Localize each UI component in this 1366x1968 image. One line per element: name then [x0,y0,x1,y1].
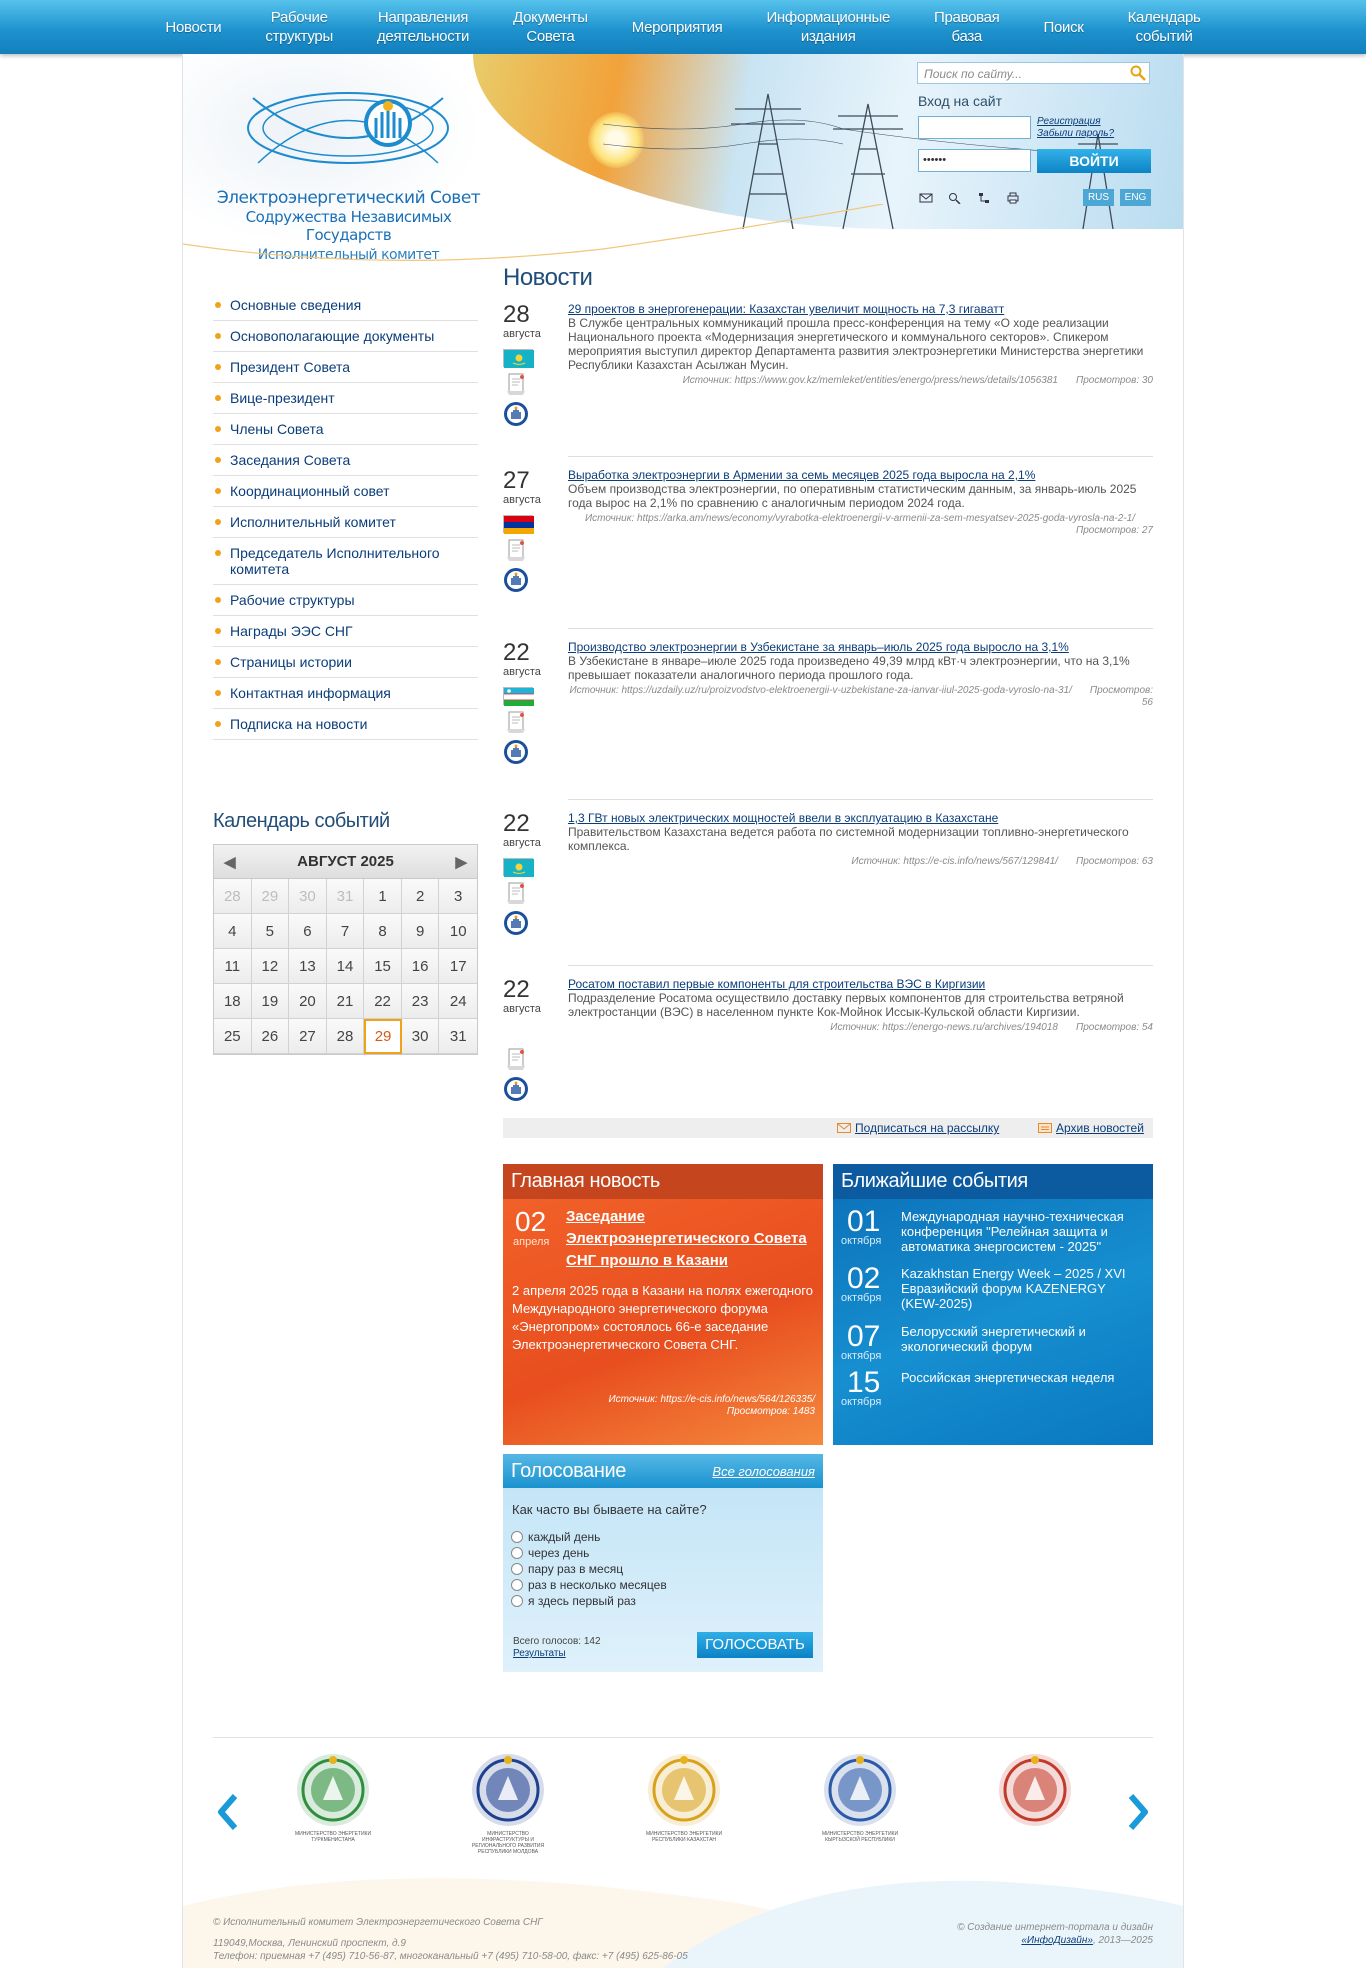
nav-item[interactable]: Рабочие структуры [265,9,333,45]
bullet-icon [215,628,221,634]
event-day: 02 [847,1262,881,1295]
bullet-icon [215,333,221,339]
partner-caption: МИНИСТЕРСТВО ИНФРАСТРУКТУРЫ И РЕГИОНАЛЬНОГО РАЗВИТИЯ РЕСПУБЛИКИ МОЛДОВА [471,1831,545,1855]
bullet-icon [215,364,221,370]
calendar-day[interactable]: 25 [214,1019,252,1054]
news-views: Просмотров: 27 [1075,525,1153,536]
all-polls-link[interactable]: Все голосования [712,1464,815,1479]
calendar-title: Календарь событий [213,810,390,832]
top-navigation [0,0,1366,54]
calendar-day[interactable]: 10 [439,914,477,949]
partner-logo[interactable] [288,1748,378,1853]
org-title-line1: Электроэнергетический Совет [216,188,481,208]
sidebar-menu-label: Председатель Исполнительного комитета [230,545,440,577]
footer-copyright: © Исполнительный комитет Электроэнергетического Совета СНГ [213,1917,543,1928]
news-separator [568,965,1153,966]
calendar-day[interactable]: 23 [402,984,440,1019]
nav-item[interactable]: Поиск [1043,18,1084,36]
event-month: октября [841,1396,882,1408]
vote-button[interactable]: ГОЛОСОВАТЬ [697,1632,813,1658]
ministry-emblem-icon [288,1748,378,1830]
document-icon[interactable] [503,371,529,397]
calendar-day[interactable]: 15 [364,949,402,984]
news-month: августа [503,328,541,340]
partner-logo[interactable] [639,1748,729,1853]
news-title-link[interactable]: Производство электроэнергии в Узбекистане за январь–июль 2025 года выросло на 3,1% [568,640,1069,654]
news-month: августа [503,1003,541,1015]
sidebar-menu-item[interactable] [213,678,478,709]
sidebar-menu-label: Вице-президент [230,390,335,406]
calendar-day[interactable]: 31 [439,1019,477,1054]
news-actions-bar [503,1118,1153,1138]
calendar-day[interactable]: 19 [252,984,290,1019]
sidebar-menu-item[interactable] [213,383,478,414]
calendar-day[interactable]: 28 [327,1019,365,1054]
calendar-day[interactable]: 27 [289,1019,327,1054]
news-source: Источник: https://www.gov.kz/memleket/entities/energo/press/news/details/1056381 [682,375,1058,386]
poll-question: Как часто вы бываете на сайте? [512,1502,707,1517]
calendar-day[interactable]: 21 [327,984,365,1019]
poll-total: Всего голосов: 142 [513,1636,601,1647]
footer-phones: Телефон: приемная +7 (495) 710-56-87, многоканальный +7 (495) 710-58-00, факс: +7 (495) 625-86-05 [213,1951,688,1962]
sidebar-menu-label: Заседания Совета [230,452,351,468]
poll-box [503,1454,823,1672]
document-icon[interactable] [503,537,529,563]
sidebar-menu-label: Основополагающие документы [230,328,435,344]
sidebar-menu-label: Координационный совет [230,483,390,499]
news-summary: В Службе центральных коммуникаций прошла пресс-конференция на тему «О ходе реализации Национального проекта «Модернизация энергетического и коммунального секторов». Спикером мероприятия выступил директор Департамента развития электроэнергетики Министерства энергетики Республики Казахстан Асылжан Мусин. [568,316,1144,372]
calendar-day[interactable]: 14 [327,949,365,984]
news-views: Просмотров: 30 [1075,375,1153,386]
news-day: 22 [503,810,530,837]
sidebar-menu-label: Рабочие структуры [230,592,355,608]
calendar-day[interactable]: 20 [289,984,327,1019]
document-icon[interactable] [503,709,529,735]
calendar-day[interactable]: 31 [327,879,365,914]
news-item [503,468,1153,618]
event-link[interactable]: Международная научно-техническая конференция "Релейная защита и автоматика энергосистем - 2025" [901,1209,1124,1254]
mail-icon[interactable] [919,192,933,204]
news-source: Источник: https://energo-news.ru/archives/194018 [830,1022,1058,1033]
poll-option[interactable] [511,1530,600,1544]
sidebar-menu [213,290,478,740]
bullet-icon [215,519,221,525]
country-flag-icon [503,858,533,876]
calendar-day[interactable]: 29 [364,1019,402,1054]
main-news-link[interactable]: Заседание Электроэнергетического Совета СНГ прошло в Казани [566,1208,807,1269]
news-source: Источник: https://uzdaily.uz/ru/proizvodstvo-elektroenergii-v-uzbekistane-za-ianvar-iiul-2025-goda-vyroslo-na-31/ [569,685,1072,696]
partner-logo[interactable] [463,1748,553,1853]
radio-button[interactable] [511,1579,523,1591]
sidebar-menu-item[interactable] [213,414,478,445]
calendar-next-button[interactable]: ▶ [455,853,467,871]
sidebar-menu-label: Страницы истории [230,654,352,670]
poll-option-label: раз в несколько месяцев [528,1578,667,1592]
document-icon[interactable] [503,1046,529,1072]
calendar-grid [214,879,477,1054]
cis-emblem-icon[interactable] [503,1076,529,1102]
news-day: 28 [503,301,530,328]
calendar-day[interactable]: 29 [252,879,290,914]
calendar-day[interactable]: 17 [439,949,477,984]
calendar-day[interactable]: 4 [214,914,252,949]
main-news-text: 2 апреля 2025 года в Казани на полях ежегодного Международного энергетического форума «Энергопром» состоялось 66-е заседание Электроэнергетического Совета СНГ. [512,1283,813,1352]
sidebar-menu-label: Члены Совета [230,421,324,437]
news-title-link[interactable]: Выработка электроэнергии в Армении за семь месяцев 2025 года выросла на 2,1% [568,468,1036,482]
sidebar-menu-item[interactable] [213,445,478,476]
calendar-day[interactable]: 2 [402,879,440,914]
country-flag-icon [503,349,533,367]
sidebar-menu-item[interactable] [213,507,478,538]
footer-years: , 2013—2025 [1092,1935,1153,1946]
calendar-day[interactable]: 16 [402,949,440,984]
search-small-icon[interactable] [948,192,962,204]
nav-item[interactable]: Документы Совета [513,9,588,45]
password-field[interactable]: •••••• [918,149,1031,172]
page-frame [182,54,1184,1968]
news-day: 27 [503,467,530,494]
calendar-month: АВГУСТ 2025 [297,853,394,870]
main-news-heading: Главная новость [503,1164,823,1199]
carousel-next-arrow-icon[interactable] [1123,1792,1153,1832]
bullet-icon [215,488,221,494]
news-summary: В Узбекистане в январе–июле 2025 года произведено 49,39 млрд кВт·ч электроэнергии, что на 3,1% превышает показатели аналогичного периода прошлого года. [568,654,1130,682]
forgot-password-link[interactable]: Забыли пароль? [1037,128,1115,139]
poll-option[interactable] [511,1562,623,1576]
news-month: августа [503,837,541,849]
calendar-day[interactable]: 1 [364,879,402,914]
calendar-day[interactable]: 30 [289,879,327,914]
sidebar-menu-label: Президент Совета [230,359,351,375]
news-title: Новости [503,264,593,291]
sidebar-menu-label: Исполнительный комитет [230,514,396,530]
cis-emblem-icon[interactable] [503,910,529,936]
event-day: 15 [847,1366,881,1399]
login-button[interactable]: ВОЙТИ [1037,149,1151,173]
bullet-icon [215,721,221,727]
org-title-line3: Исполнительный комитет [257,247,440,263]
poll-option-label: я здесь первый раз [528,1594,636,1608]
news-separator [568,628,1153,629]
calendar-day[interactable]: 8 [364,914,402,949]
event-link[interactable]: Российская энергетическая неделя [901,1370,1115,1385]
news-title-link[interactable]: Росатом поставил первые компоненты для строительства ВЭС в Киргизии [568,977,986,991]
ministry-emblem-icon [815,1748,905,1830]
news-views: Просмотров: 56 [1089,685,1153,708]
login-field[interactable] [918,116,1031,139]
news-source: Источник: https://e-cis.info/news/567/129841/ [851,856,1058,867]
sidebar-menu-label: Награды ЭЭС СНГ [230,623,353,639]
poll-option-label: через день [528,1546,590,1560]
poll-option[interactable] [511,1594,636,1608]
news-month: августа [503,494,541,506]
upcoming-events-box [833,1164,1153,1445]
calendar-day[interactable]: 6 [289,914,327,949]
sidebar-menu-label: Основные сведения [230,297,362,313]
register-link[interactable]: Регистрация [1037,116,1101,127]
radio-button[interactable] [511,1563,523,1575]
news-meta [568,375,1153,387]
partner-caption: МИНИСТЕРСТВО ЭНЕРГЕТИКИ КЫРГЫЗСКОЙ РЕСПУБЛИКИ [821,1831,899,1843]
sidebar-menu-item[interactable] [213,352,478,383]
footer-credits [957,1921,1153,1947]
sidebar-menu-item[interactable] [213,647,478,678]
bullet-icon [215,550,221,556]
news-item [503,302,1153,452]
main-news-month: апреля [513,1236,550,1248]
sidebar-menu-item[interactable] [213,616,478,647]
header [183,54,1183,264]
bullet-icon [215,457,221,463]
partner-caption: МИНИСТЕРСТВО ЭНЕРГЕТИКИ ТУРКМЕНИСТАНА [294,1831,372,1843]
radio-button[interactable] [511,1547,523,1559]
footer-address: 119049,Москва, Ленинский проспект, д.9 [213,1938,406,1949]
partner-logo[interactable] [815,1748,905,1853]
sidebar-menu-item[interactable] [213,321,478,352]
nav-item[interactable]: Информационные издания [766,9,890,45]
footer-studio-link[interactable]: «ИнфоДизайн» [1021,1935,1093,1946]
news-meta [568,1022,1153,1034]
news-item [503,640,1153,790]
news-separator [568,799,1153,800]
main-news-box [503,1164,823,1445]
main-news-meta [608,1394,815,1418]
country-flag-icon [503,515,533,533]
sidebar-menu-item[interactable] [213,290,478,321]
event-month: октября [841,1292,882,1304]
main-news-views: Просмотров: 1483 [726,1406,815,1417]
event-month: октября [841,1350,882,1362]
sidebar-menu-item[interactable] [213,585,478,616]
bullet-icon [215,426,221,432]
cis-emblem-icon[interactable] [503,739,529,765]
country-flag-icon [503,687,533,705]
news-summary: Правительством Казахстана ведется работа по системной модернизации топливно-энергетического комплекса. [568,825,1129,853]
archive-icon [1038,1123,1052,1133]
event-month: октября [841,1235,882,1247]
partner-caption: МИНИСТЕРСТВО ЭНЕРГЕТИКИ РЕСПУБЛИКИ КАЗАХСТАН [645,1831,723,1843]
news-meta [568,513,1153,537]
carousel-prev-arrow-icon[interactable] [213,1792,243,1832]
event-link[interactable]: Kazakhstan Energy Week – 2025 / XVI Евразийский форум KAZENERGY (KEW-2025) [901,1266,1126,1311]
calendar-day[interactable]: 3 [439,879,477,914]
nav-item[interactable]: Новости [165,18,222,36]
cis-emblem-icon[interactable] [503,401,529,427]
bullet-icon [215,302,221,308]
calendar-day[interactable]: 7 [327,914,365,949]
radio-button[interactable] [511,1531,523,1543]
document-icon[interactable] [503,880,529,906]
news-item [503,977,1153,1127]
calendar-day[interactable]: 24 [439,984,477,1019]
bullet-icon [215,659,221,665]
main-news-source: Источник: https://e-cis.info/news/564/126335/ [608,1394,815,1405]
nav-item[interactable]: Календарь событий [1127,9,1201,45]
bullet-icon [215,395,221,401]
search-icon[interactable] [1130,65,1146,81]
news-title-link[interactable]: 1,3 ГВт новых электрических мощностей ввели в эксплуатацию в Казахстане [568,811,999,825]
news-meta [568,856,1153,868]
news-summary: Подразделение Росатома осуществило доставку первых компонентов для строительства ветряной электростанции (ВЭС) в населенном пункте Кок-Мойнок Иссык-Кульской области Киргизии. [568,991,1124,1019]
calendar-header [214,845,477,879]
news-source: Источник: https://arka.am/news/economy/vyrabotka-elektroenergii-v-armenii-za-sem-mesyatsev-2025-goda-vyrosla-na-2-1/ [585,513,1135,524]
sidebar-menu-item[interactable] [213,709,478,740]
print-icon[interactable] [1006,192,1020,204]
partners-carousel [213,1737,1153,1857]
sidebar-menu-item[interactable] [213,538,478,585]
org-title-line2: Содружества Независимых Государств [245,208,452,244]
calendar-day[interactable]: 11 [214,949,252,984]
news-views: Просмотров: 63 [1075,856,1153,867]
events-heading: Ближайшие события [833,1164,1153,1199]
news-month: августа [503,666,541,678]
poll-option-label: пару раз в месяц [528,1562,624,1576]
news-separator [568,456,1153,457]
login-title: Вход на сайт [918,93,1002,109]
envelope-icon [837,1123,851,1133]
news-meta [568,685,1153,709]
calendar-day[interactable]: 22 [364,984,402,1019]
nav-item[interactable]: Направления деятельности [376,9,470,45]
calendar-day[interactable]: 28 [214,879,252,914]
archive-link[interactable]: Архив новостей [1056,1121,1144,1135]
news-day: 22 [503,639,530,666]
calendar-day[interactable]: 5 [252,914,290,949]
lang-rus-button[interactable]: RUS [1083,189,1114,206]
sidebar-menu-item[interactable] [213,476,478,507]
main-news-day: 02 [515,1206,547,1237]
bullet-icon [215,690,221,696]
radio-button[interactable] [511,1595,523,1607]
calendar-day[interactable]: 13 [289,949,327,984]
poll-option[interactable] [511,1546,589,1560]
poll-heading: Голосование [503,1454,823,1488]
ministry-emblem-icon [463,1748,553,1830]
ministry-emblem-icon [990,1748,1080,1830]
council-logo [238,68,458,188]
calendar-prev-button[interactable]: ◀ [224,853,236,871]
event-link[interactable]: Белорусский энергетический и экологический форум [901,1324,1086,1354]
news-title-link[interactable]: 29 проектов в энергогенерации: Казахстан увеличит мощность на 7,3 гигаватт [568,302,1005,316]
subscribe-link[interactable]: Подписаться на рассылку [855,1121,1000,1135]
nav-item[interactable]: Правовая база [934,9,1000,45]
header-arc [183,204,1183,264]
event-day: 01 [847,1205,881,1238]
cis-emblem-icon[interactable] [503,567,529,593]
nav-item[interactable]: Мероприятия [631,18,723,36]
sitemap-icon[interactable] [977,192,991,204]
partner-logo[interactable] [990,1748,1080,1853]
news-item [503,811,1153,961]
calendar-day[interactable]: 9 [402,914,440,949]
calendar-day[interactable]: 12 [252,949,290,984]
calendar-day[interactable]: 30 [402,1019,440,1054]
poll-results-link[interactable]: Результаты [513,1648,566,1659]
footer-info [213,1916,688,1963]
event-calendar [213,844,478,1055]
news-day: 22 [503,976,530,1003]
footer [183,1866,1183,1968]
bullet-icon [215,597,221,603]
news-views: Просмотров: 54 [1075,1022,1153,1033]
sidebar-menu-label: Контактная информация [230,685,391,701]
calendar-day[interactable]: 26 [252,1019,290,1054]
poll-option[interactable] [511,1578,667,1592]
sidebar-menu-label: Подписка на новости [230,716,368,732]
poll-option-label: каждый день [528,1530,601,1544]
search-input[interactable]: Поиск по сайту... [917,62,1150,84]
lang-eng-button[interactable]: ENG [1120,189,1151,206]
footer-credit: © Создание интернет-портала и дизайн [957,1922,1153,1933]
calendar-day[interactable]: 18 [214,984,252,1019]
ministry-emblem-icon [639,1748,729,1830]
news-summary: Объем производства электроэнергии, по оперативным статистическим данным, за январь-июль 2025 года вырос на 2,1% по сравнению с аналогичным периодом 2024 года. [568,482,1137,510]
event-day: 07 [847,1320,881,1353]
